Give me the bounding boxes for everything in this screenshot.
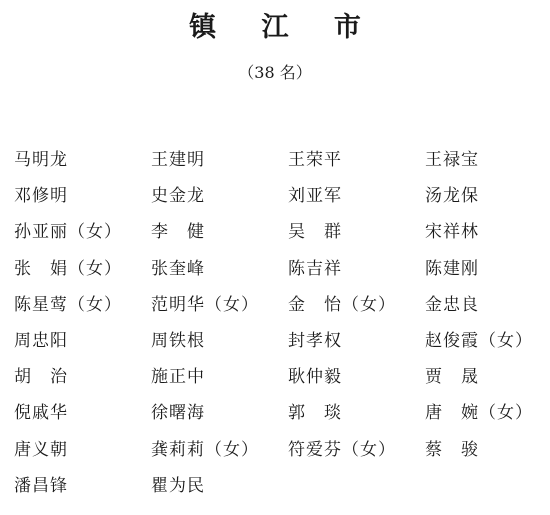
list-item: 徐曙海: [151, 403, 205, 424]
member-count: （38 名）: [238, 63, 312, 82]
list-item: 金忠良: [425, 294, 479, 315]
list-item: 张 娟（女）: [14, 258, 122, 279]
list-item: 王禄宝: [425, 150, 479, 170]
list-item: 封孝权: [288, 330, 342, 351]
name-list: [14, 146, 550, 508]
list-item: 王荣平: [288, 150, 342, 170]
list-item: 王建明: [151, 150, 205, 170]
list-item: 唐 婉（女）: [425, 403, 533, 424]
list-item: 陈建刚: [425, 258, 479, 279]
list-item: 符爱芬（女）: [288, 439, 396, 460]
list-item: 周忠阳: [14, 330, 68, 351]
list-item: 张奎峰: [151, 258, 205, 279]
list-item: 吴 群: [288, 222, 342, 243]
list-item: 李 健: [151, 222, 205, 243]
list-item: 赵俊霞（女）: [425, 330, 533, 351]
list-item: 马明龙: [14, 150, 68, 170]
list-item: 范明华（女）: [151, 294, 259, 315]
list-item: 施正中: [151, 367, 205, 388]
page-title: 镇 江 市: [189, 12, 379, 43]
list-item: 耿仲毅: [288, 367, 342, 388]
list-item: 倪戚华: [14, 403, 68, 424]
list-item: 龚莉莉（女）: [151, 439, 259, 460]
list-item: 刘亚军: [288, 186, 342, 207]
list-item: 陈星莺（女）: [14, 294, 122, 315]
list-item: 金 怡（女）: [288, 294, 396, 315]
list-item: 史金龙: [151, 186, 205, 207]
list-item: 孙亚丽（女）: [14, 222, 122, 243]
list-item: 汤龙保: [425, 186, 479, 207]
list-item: 邓修明: [14, 186, 68, 207]
list-item: 瞿为民: [151, 475, 205, 496]
list-item: 陈吉祥: [288, 258, 342, 279]
list-item: 郭 琰: [288, 403, 342, 424]
list-item: 潘昌锋: [14, 475, 68, 496]
list-item: 胡 治: [14, 367, 68, 388]
list-item: 蔡 骏: [425, 439, 479, 460]
list-item: 宋祥林: [425, 222, 479, 243]
list-item: 贾 晟: [425, 367, 479, 388]
list-item: 周铁根: [151, 330, 205, 351]
list-item: 唐义朝: [14, 439, 68, 460]
